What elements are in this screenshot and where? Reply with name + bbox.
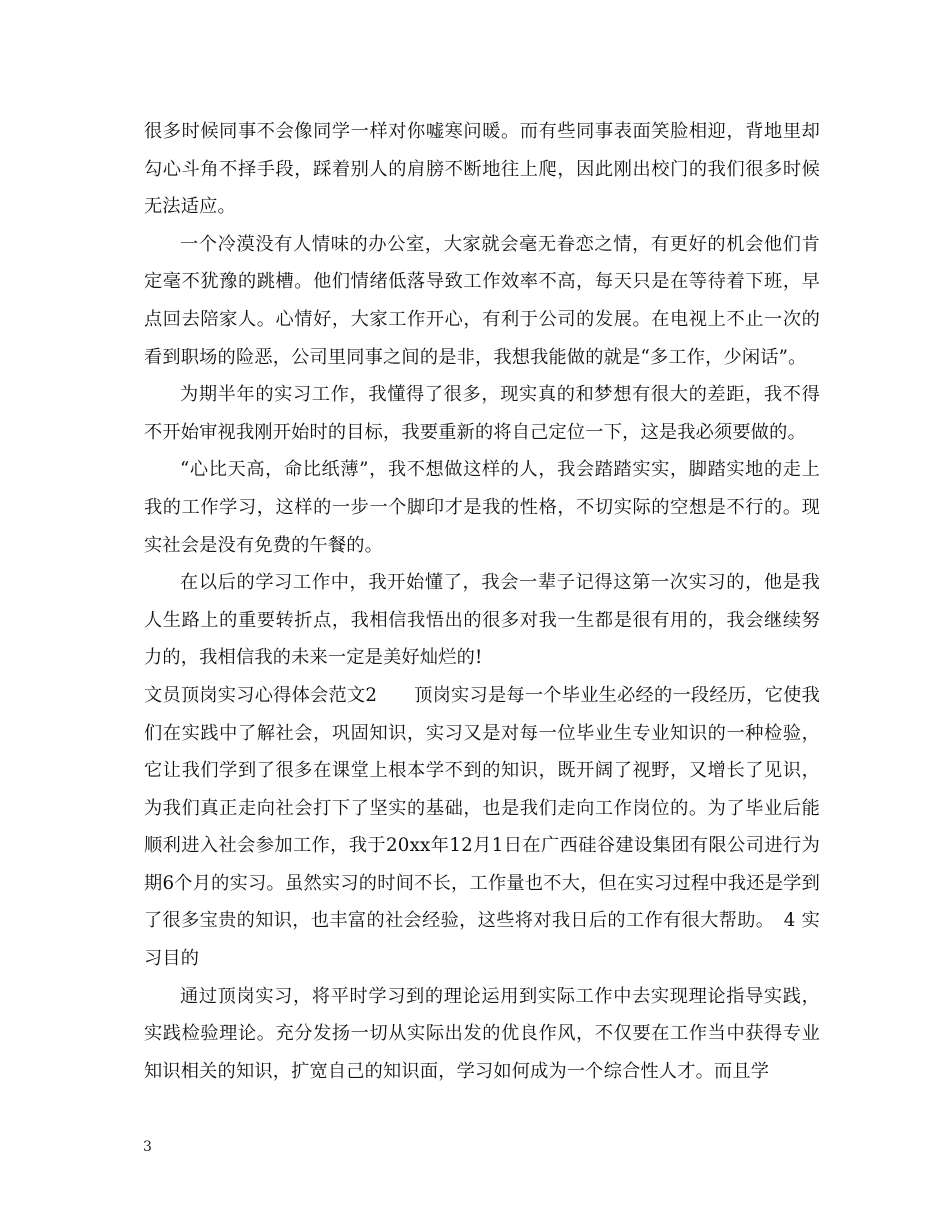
paragraph-4: “心比天高，命比纸薄”，我不想做这样的人，我会踏踏实实，脚踏实地的走上我的工作学习，这样的一步一个脚印才是我的性格，不切实际的空想是不行的。现实社会是没有免费的午餐的。 [144,459,820,556]
document-body [144,113,820,1090]
paragraph-6: 文员顶岗实习心得体会范文2 顶岗实习是每一个毕业生必经的一段经历，它使我们在实践中了解社会，巩固知识，实习又是对每一位毕业生专业知识的一种检验，它让我们学到了很多在课堂上根本学不到的知识，既开阔了视野，又增长了见识，为我们真正走向社会打下了坚实的基础，也是我们走向工作岗位的。为了毕业后能顺利进入社会参加工作，我于20xx年12月1日在广西硅谷建设集团有限公司进行为期6个月的实习。虽然实习的时间不长，工作量也不大，但在实习过程中我还是学到了很多宝贵的知识，也丰富的社会经验，这些将对我日后的工作有很大帮助。 4 实习目的 [144,684,820,970]
paragraph-1: 很多时候同事不会像同学一样对你嘘寒问暖。而有些同事表面笑脸相迎，背地里却勾心斗角不择手段，踩着别人的肩膀不断地往上爬，因此刚出校门的我们很多时候无法适应。 [144,121,820,218]
paragraph-5: 在以后的学习工作中，我开始懂了，我会一辈子记得这第一次实习的，他是我人生路上的重要转折点，我相信我悟出的很多对我一生都是很有用的，我会继续努力的，我相信我的未来一定是美好灿烂的! [144,572,820,669]
paragraph-2: 一个冷漠没有人情味的办公室，大家就会毫无眷恋之情，有更好的机会他们肯定毫不犹豫的跳槽。他们情绪低落导致工作效率不高，每天只是在等待着下班，早点回去陪家人。心情好，大家工作开心，有利于公司的发展。在电视上不止一次的看到职场的险恶，公司里同事之间的是非，我想我能做的就是“多工作，少闲话”。 [144,233,820,368]
paragraph-3: 为期半年的实习工作，我懂得了很多，现实真的和梦想有很大的差距，我不得不开始审视我刚开始时的目标，我要重新的将自己定位一下，这是我必须要做的。 [144,384,820,443]
page-number: 3 [143,1139,152,1155]
paragraph-7: 通过顶岗实习，将平时学习到的理论运用到实际工作中去实现理论指导实践，实践检验理论。充分发扬一切从实际出发的优良作风，不仅要在工作当中获得专业知识相关的知识，扩宽自己的知识面，学习如何成为一个综合性人才。而且学 [144,985,820,1082]
